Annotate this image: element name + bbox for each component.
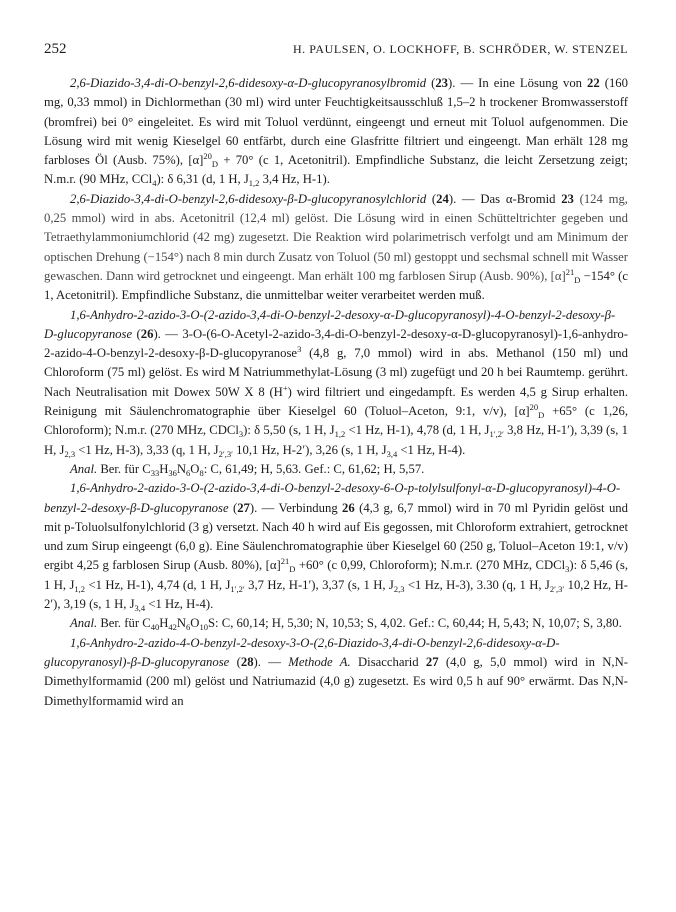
body-text: −154° (c 1, Acetonitril). Empfindliche Substanz, die unmittelbar weiter verarbeitet werden muß.: [44, 268, 628, 303]
body-text: : C, 60,14; H, 5,30; N, 10,53; S, 4,02. Gef.: C, 60,44; H, 5,43; N, 10,07; S, 3,80.: [215, 616, 622, 631]
compound-title: 2,6-Diazido-3,4-di-O-benzyl-2,6-didesoxy-β-D-glucopyranosylchlorid: [70, 191, 427, 206]
subscript: 2,3: [64, 448, 76, 459]
body-text: <1 Hz, H-1), 4,78 (d, 1 H, J: [345, 423, 490, 438]
body-text: Ber. für C: [97, 616, 151, 631]
subscript: D: [574, 274, 581, 285]
superscript: 21: [565, 266, 575, 277]
compound-title: 2,6-Diazido-3,4-di-O-benzyl-2,6-didesoxy-α-D-glucopyranosylbromid: [70, 76, 427, 90]
body-text: 3,4 Hz, H-1).: [259, 172, 330, 187]
compound-number: 28: [240, 654, 254, 669]
subscript: 1′,2′: [489, 429, 504, 440]
running-head: H. PAULSEN, O. LOCKHOFF, B. SCHRÖDER, W. STENZEL: [292, 42, 628, 56]
reference-superscript: 3: [297, 344, 302, 355]
body-text: <1 Hz, H-4).: [397, 442, 466, 457]
subscript: 10: [199, 622, 208, 633]
compound-number: 27: [237, 500, 250, 515]
compound-title: 1,6-Anhydro-2-azido-3-O-(2-azido-3,4-di-O-benzyl-2-desoxy-α-D-glucopyranosyl)-4-O-benzyl-2-desoxy-β-D-glucopyranose: [44, 307, 616, 341]
body-text: 3,8 Hz, H-1′), 3,39 (s, 1 H, J: [44, 423, 628, 457]
body-text: <1 Hz, H-3), 3.30 (q, 1 H, J: [404, 577, 550, 592]
analysis-compound-27: Anal. Ber. für $C_{40}H_{42}N_6O_{10}S$: C, 60,14; H, 5,30; N, 10,53; S, 4,02. Gef.: C, 60,44; H, 5,43; N, 10,07; S, 3,80.: [70, 616, 622, 633]
analysis-compound-26: Anal. Ber. für $C_{33}H_{36}N_6O_8$: C, 61,49; H, 5,63. Gef.: C, 61,62; H, 5,57.: [70, 461, 425, 478]
subscript: D: [211, 159, 219, 170]
subscript: 3: [238, 429, 244, 440]
article-body: [44, 74, 628, 711]
body-text: Ber. für C: [97, 461, 151, 476]
body-text: . — 3-O-(6-O-Acetyl-2-azido-3,4-di-O-benzyl-2-desoxy-α-D-glucopyranosyl)-1,6-anhydro-2-azido-4-O-benzyl-2-desoxy-β-D-glucopyranose: [44, 326, 628, 361]
body-text: (4,8 g, 7,0 mmol) wird in abs. Methanol (150 ml) und Chloroform (75 ml) gelöst. Es wird M Natriummethylat-Lösung (3 ml) zugefügt und 20 h bei Raumtemp. gerührt. Nach Neutralisation mit Dowex 50W X 8 (H: [44, 346, 628, 399]
subscript: 8: [199, 467, 204, 478]
compound-ref: 27: [425, 654, 439, 669]
page-header: [44, 41, 628, 61]
superscript: 21: [280, 556, 290, 567]
body-text: . —: [257, 654, 289, 669]
paragraph-compound-23: 2,6-Diazido-3,4-di-O-benzyl-2,6-didesoxy-α-D-glucopyranosylbromid (23). — In eine Lösung von 22 (160 mg, 0,33 mmol) in Dichlormethan (30 ml) wird unter Feuchtigkeitsausschluß 1,5–2 h trockener Bromwasserstoff (bromfrei) bei 0° eingeleitet. Es wird mit Toluol verdünnt, eingeengt und erneut mit Toluol aufgenommen. Die Lösung wird mit wenig Kieselgel 60 entfärbt, durch eine Glasfritte filtriert und eingeengt. Man erhält 128 mg farbloses Öl (Ausb. 75%), $[\alpha]^{20}_D + 70^\circ$ (c 1, Acetonitril). Empfindliche Substanz, die leicht Zersetzung zeigt; N.m.r. (90 MHz, CCl$_4$): δ 6,31 (d, 1 H, $J_{1,2}$ 3,4 Hz, H-1).: [44, 76, 628, 189]
body-text: ) wird filtriert und eingedampft. Es werden 4,5 g Sirup erhalten. Reinigung mit Säulenchromatographie über Kieselgel 60 (Toluol–Aceton, 9:1, v/v), [α]: [44, 384, 628, 419]
subscript: D: [538, 410, 545, 421]
anal-label: Anal.: [70, 616, 98, 631]
body-text: . — Verbindung: [254, 500, 343, 515]
body-text: . — Das α-Bromid: [453, 191, 562, 206]
compound-number: 24: [436, 191, 449, 206]
paragraph-compound-26: 1,6-Anhydro-2-azido-3-O-(2-azido-3,4-di-O-benzyl-2-desoxy-α-D-glucopyranosyl)-4-O-benzyl-2-desoxy-β-D-glucopyranose (26). — 3-O-(6-O-Acetyl-2-azido-3,4-di-O-benzyl-2-desoxy-α-D-glucopyranosyl)-1,6-anhydro-2-azido-4-O-benzyl-2-desoxy-β-D-glucopyranose$^3$ (4,8 g, 7,0 mmol) wird in abs. Methanol (150 ml) und Chloroform (75 ml) gelöst. Es wird M Natriummethylat-Lösung (3 ml) zugefügt und 20 h bei Raumtemp. gerührt. Nach Neutralisation mit Dowex 50W X 8 (H+) wird filtriert und eingedampft. Es werden 4,5 g Sirup erhalten. Reinigung mit Säulenchromatographie über Kieselgel 60 (Toluol–Aceton, 9:1, v/v), $[\alpha]^{20}_D +65^\circ$ (c 1,26, Chloroform); N.m.r. (270 MHz, CDCl$_3$): δ 5,50 (s, 1 H, $J_{1,2} <1$ Hz, H-1), 4,78 (d, 1 H, $J_{1',2'}$ 3,8 Hz, H-1′), 3,39 (s, 1 H, $J_{2,3} <1$ Hz, H-3), 3,33 (q, 1 H, $J_{2',3'}$ 10,1 Hz, H-2′), 3,26 (s, 1 H, $J_{3,4} <1$ Hz, H-4).: [44, 307, 629, 459]
body-text: <1 Hz, H-3), 3,33 (q, 1 H, J: [75, 442, 219, 457]
subscript: 2′,3′: [218, 448, 233, 459]
body-text: 10,1 Hz, H-2′), 3,26 (s, 1 H, J: [232, 442, 387, 457]
subscript: 3: [565, 564, 570, 575]
compound-ref: 23: [561, 191, 574, 206]
body-text: + 70° (c 1, Acetonitril). Empfindliche Substanz, die leicht Zersetzung zeigt; N.m.r. (90 MHz, CCl: [44, 153, 628, 187]
compound-number: 26: [140, 326, 154, 341]
subscript: 36: [168, 467, 177, 478]
subscript: 40: [150, 622, 160, 633]
subscript: 4: [152, 178, 157, 189]
paragraph-compound-24: 2,6-Diazido-3,4-di-O-benzyl-2,6-didesoxy-β-D-glucopyranosylchlorid (24). — Das α-Bromid 23 (124 mg, 0,25 mmol) wird in abs. Acetonitril (12,4 ml) gelöst. Die Lösung wird in einen Schütteltrichter gegeben und Tetraethylammoniumchlorid (42 mg) zugesetzt. Die Reaktion wird polarimetrisch verfolgt und am Minimum der optischen Drehung (−154°) nach 8 min durch Zusatz von Toluol (50 ml) gestoppt und sechsmal schnell mit Wasser gewaschen. Dann wird getrocknet und eingeengt. Man erhält 100 mg farblosen Sirup (Ausb. 90%), $[\alpha]^{21}_D -154^\circ$ (c 1, Acetonitril). Empfindliche Substanz, die unmittelbar weiter verarbeitet werden muß.: [44, 191, 628, 303]
subscript: 1,2: [248, 178, 260, 189]
body-text: ): δ 5,46 (s, 1 H, J: [44, 558, 629, 592]
anal-label: Anal.: [70, 461, 98, 476]
subscript: 1,2: [74, 583, 86, 594]
body-text: S: [207, 616, 216, 631]
paragraph-compound-27: 1,6-Anhydro-2-azido-3-O-(2-azido-3,4-di-O-benzyl-2-desoxy-6-O-p-tolylsulfonyl-α-D-glucopyranosyl)-4-O-benzyl-2-desoxy-β-D-glucopyranose (27). — Verbindung 26 (4,3 g, 6,7 mmol) wird in 70 ml Pyridin gelöst und mit p-Toluolsulfonylchlorid (3 g) versetzt. Nach 40 h wird auf Eis gegossen, mit Chloroform extrahiert, getrocknet und zum Sirup eingeengt (6,0 g). Eine Säulenchromatographie über Kieselgel 60 (250 g, Toluol–Aceton 19:1, v/v) ergibt 4,25 g farblosen Sirup (Ausb. 80%), $[\alpha]^{21}_D +60^\circ$ (c 0,99, Chloroform); N.m.r. (270 MHz, CDCl$_3$): δ 5,46 (s, 1 H, $J_{1,2} <1$ Hz, H-1), 4,74 (d, 1 H, $J_{1',2'}$ 3,7 Hz, H-1′), 3,37 (s, 1 H, $J_{2,3} <1$ Hz, H-3), 3.30 (q, 1 H, $J_{2',3'}$ 10,2 Hz, H-2′), 3,19 (s, 1 H, $J_{3,4} <1$ Hz, H-4).: [44, 481, 629, 614]
body-text: +65° (c 1,26, Chloroform); N.m.r. (270 MHz, CDCl: [44, 404, 629, 438]
subscript: D: [289, 564, 296, 575]
body-text: (4,0 g, 5,0 mmol) wird in N,N-Dimethylformamid (200 ml) gelöst und Natriumazid (4,0 g) zugesetzt. Es wird 0,5 h auf 90° erwärmt. Das N,N-Dimethylformamid wird an: [44, 654, 628, 708]
body-text: (124 mg, 0,25 mmol) wird in abs. Acetonitril (12,4 ml) gelöst. Die Lösung wird in einen Schütteltrichter gegeben und Tetraethylammoniumchlorid (42 mg) zugesetzt. Die Reaktion wird polarimetrisch verfolgt und am Minimum der optischen Drehung (−154°) nach 8 min durch Zusatz von Toluol (50 ml) gestoppt und sechsmal schnell mit Wasser gewaschen. Dann wird getrocknet und eingeengt. Man erhält 100 mg farblosen Sirup (Ausb. 90%), [α]: [44, 191, 628, 283]
compound-number: 23: [435, 76, 449, 90]
body-text: : C, 61,49; H, 5,63. Gef.: C, 61,62; H, 5,57.: [203, 461, 425, 476]
body-text: ): δ 6,31 (d, 1 H, J: [156, 172, 249, 187]
subscript: 33: [150, 467, 160, 478]
subscript: 2′,3′: [549, 583, 565, 594]
body-text: 3,7 Hz, H-1′), 3,37 (s, 1 H, J: [244, 577, 394, 592]
body-text: (160 mg, 0,33 mmol) in Dichlormethan (30 ml) wird unter Feuchtigkeitsausschluß 1,5–2 h trockener Bromwasserstoff (bromfrei) bei 0° eingeleitet. Es wird mit Toluol verdünnt, eingeengt und erneut mit Toluol aufgenommen. Die Lösung wird mit wenig Kieselgel 60 entfärbt, durch eine Glasfritte filtriert und eingeengt. Man erhält 128 mg farbloses Öl (Ausb. 75%), [α]: [44, 76, 628, 168]
compound-title: 1,6-Anhydro-2-azido-3-O-(2-azido-3,4-di-O-benzyl-2-desoxy-6-O-p-tolylsulfonyl-α-D-glucopyranosyl)-4-O-benzyl-2-desoxy-β-D-glucopyranose: [44, 481, 621, 515]
body-text: <1 Hz, H-4).: [145, 597, 214, 612]
body-text: ): δ 5,50 (s, 1 H, J: [243, 423, 335, 438]
subscript: 6: [186, 467, 191, 478]
superscript: 20: [529, 402, 539, 413]
superscript: +: [282, 382, 288, 393]
subscript: 6: [186, 622, 191, 633]
compound-title: 1,6-Anhydro-2-azido-4-O-benzyl-2-desoxy-3-O-(2,6-Diazido-3,4-di-O-benzyl-2,6-didesoxy-α-D-glucopyranosyl)-β-D-glucopyranose: [44, 635, 560, 669]
body-text: <1 Hz, H-1), 4,74 (d, 1 H, J: [85, 577, 231, 592]
paragraph-compound-28: 1,6-Anhydro-2-azido-4-O-benzyl-2-desoxy-3-O-(2,6-Diazido-3,4-di-O-benzyl-2,6-didesoxy-α-D-glucopyranosyl)-β-D-glucopyranose (28). — Methode A. Disaccharid 27 (4,0 g, 5,0 mmol) wird in N,N-Dimethylformamid (200 ml) gelöst und Natriumazid (4,0 g) zugesetzt. Es wird 0,5 h auf 90° erwärmt. Das N,N-Dimethylformamid wird an: [44, 635, 628, 708]
page-number: 252: [44, 41, 67, 57]
body-text: +60° (c 0,99, Chloroform); N.m.r. (270 MHz, CDCl: [298, 558, 566, 573]
superscript: 20: [203, 151, 212, 162]
method-label: Methode A.: [288, 654, 351, 669]
compound-ref: 26: [342, 500, 355, 515]
subscript: 3,4: [134, 603, 146, 614]
body-text: Disaccharid: [350, 654, 426, 669]
subscript: 1′,2′: [230, 583, 245, 594]
subscript: 1,2: [334, 429, 346, 440]
body-text: (4,3 g, 6,7 mmol) wird in 70 ml Pyridin gelöst und mit p-Toluolsulfonylchlorid (3 g) versetzt. Nach 40 h wird auf Eis gegossen, mit Chloroform extrahiert, getrocknet und zum Sirup eingeengt (6,0 g). Eine Säulenchromatographie über Kieselgel 60 (250 g, Toluol–Aceton 19:1, v/v) ergibt 4,25 g farblosen Sirup (Ausb. 80%), [α]: [44, 500, 628, 573]
compound-ref: 22: [587, 76, 600, 90]
body-text: . — In eine Lösung von: [452, 76, 588, 90]
subscript: 3,4: [386, 448, 398, 459]
body-text: 10,2 Hz, H-2′), 3,19 (s, 1 H, J: [44, 577, 628, 612]
subscript: 2,3: [393, 583, 405, 594]
subscript: 42: [168, 622, 177, 633]
